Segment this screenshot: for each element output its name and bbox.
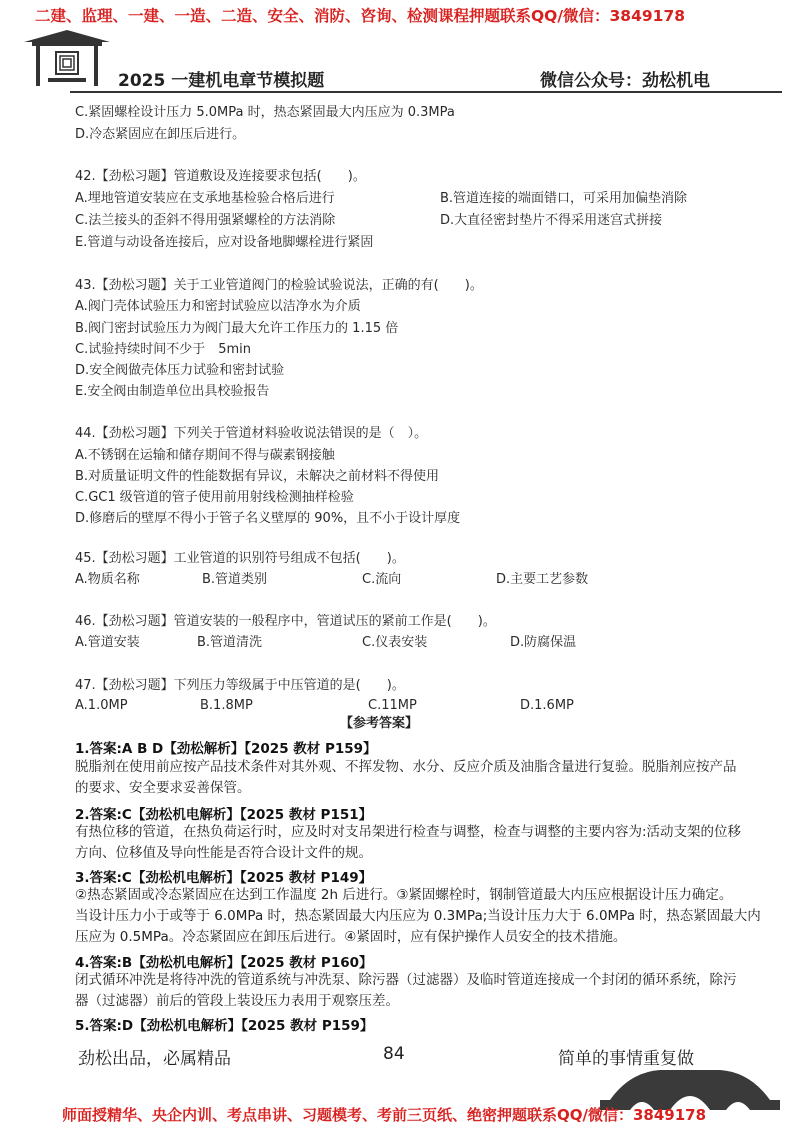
q44-stem: 44.【劲松习题】下列关于管道材料验收说法错误的是（ ）。 [75,426,428,441]
q45-stem: 45.【劲松习题】工业管道的识别符号组成不包括( )。 [75,551,405,566]
answer-2-heading: 2.答案:C【劲松机电解析】【2025 教材 P151】 [75,807,373,823]
answer-1-text: 的要求、安全要求妥善保管。 [75,780,251,796]
q43-stem: 43.【劲松习题】关于工业管道阀门的检验试验说法，正确的有( )。 [75,278,483,293]
q43-option-b: B.阀门密封试验压力为阀门最大允许工作压力的 1.15 倍 [75,321,399,336]
footer-slogan-left: 劲松出品，必属精品 [78,1049,231,1069]
option-line: D.冷态紧固应在卸压后进行。 [75,127,246,142]
answer-4-heading: 4.答案:B【劲松机电解析】【2025 教材 P160】 [75,955,373,971]
pavilion-logo-icon [22,28,112,90]
q47-stem: 47.【劲松习题】下列压力等级属于中压管道的是( )。 [75,678,405,693]
answer-1-text: 脱脂剂在使用前应按产品技术条件对其外观、不挥发物、水分、反应介质及油脂含量进行复验。脱脂剂应按产品 [75,759,737,775]
q47-option-d: D.1.6MP [520,698,574,713]
q42-option-d: D.大直径密封垫片不得采用迷宫式拼接 [440,213,663,228]
q42-stem: 42.【劲松习题】管道敷设及连接要求包括( )。 [75,169,366,184]
header-divider [70,91,782,93]
wechat-account: 微信公众号：劲松机电 [540,71,710,91]
q44-option-d: D.修磨后的壁厚不得小于管子名义壁厚的 90%，且不小于设计厚度 [75,511,461,526]
q47-option-c: C.11MP [368,698,417,713]
answer-3-text: ②热态紧固或冷态紧固应在达到工作温度 2h 后进行。③紧固螺栓时，钢制管道最大内压应根据设计压力确定。 [75,887,733,903]
q47-option-b: B.1.8MP [200,698,253,713]
q44-option-a: A.不锈钢在运输和储存期间不得与碳素钢接触 [75,448,335,463]
answer-1-heading: 1.答案:A B D【劲松解析】【2025 教材 P159】 [75,741,377,757]
q43-option-e: E.安全阀由制造单位出具校验报告 [75,384,270,399]
option-line: C.紧固螺栓设计压力 5.0MPa 时，热态紧固最大内压应为 0.3MPa [75,105,455,120]
q46-option-c: C.仪表安装 [362,635,428,650]
bottom-contact-banner: 师面授精华、央企内训、考点串讲、习题模考、考前三页纸、绝密押题联系QQ/微信：3849178 [62,1106,707,1124]
q42-option-a: A.埋地管道安装应在支承地基检验合格后进行 [75,191,335,206]
q47-option-a: A.1.0MP [75,698,128,713]
q46-option-a: A.管道安装 [75,635,140,650]
q46-option-d: D.防腐保温 [510,635,577,650]
q45-option-b: B.管道类别 [202,572,268,587]
answer-4-text: 闭式循环冲洗是将待冲洗的管道系统与冲洗泵、除污器（过滤器）及临时管道连接成一个封闭的循环系统，除污 [75,972,737,988]
q43-option-a: A.阀门壳体试验压力和密封试验应以洁净水为介质 [75,299,361,314]
q43-option-c: C.试验持续时间不少于 5min [75,342,251,357]
document-title: 2025 一建机电章节模拟题 [118,71,325,91]
answer-5-heading: 5.答案:D【劲松机电解析】【2025 教材 P159】 [75,1018,374,1034]
q42-option-c: C.法兰接头的歪斜不得用强紧螺栓的方法消除 [75,213,336,228]
q46-option-b: B.管道清洗 [197,635,263,650]
footer-slogan-right: 简单的事情重复做 [558,1049,694,1069]
answer-2-text: 方向、位移值及导向性能是否符合设计文件的规。 [75,845,372,861]
q42-option-b: B.管道连接的端面错口，可采用加偏垫消除 [440,191,688,206]
q45-option-c: C.流向 [362,572,402,587]
q46-stem: 46.【劲松习题】管道安装的一般程序中，管道试压的紧前工作是( )。 [75,614,496,629]
answer-2-text: 有热位移的管道，在热负荷运行时，应及时对支吊架进行检查与调整，检查与调整的主要内容为:活动支架的位移 [75,824,742,840]
top-contact-banner: 二建、监理、一建、一造、二造、安全、消防、咨询、检测课程押题联系QQ/微信：3849178 [35,7,686,25]
q44-option-b: B.对质量证明文件的性能数据有异议，未解决之前材料不得使用 [75,469,440,484]
q45-option-d: D.主要工艺参数 [496,572,589,587]
q42-option-e: E.管道与动设备连接后，应对设备地脚螺栓进行紧固 [75,235,374,250]
q44-option-c: C.GC1 级管道的管子使用前用射线检测抽样检验 [75,490,354,505]
answer-3-heading: 3.答案:C【劲松机电解析】【2025 教材 P149】 [75,870,373,886]
answer-3-text: 压应为 0.5MPa。冷态紧固应在卸压后进行。④紧固时，应有保护操作人员安全的技术措施。 [75,929,627,945]
answer-4-text: 器（过滤器）前后的管段上装设压力表用于观察压差。 [75,993,399,1009]
answer-3-text: 当设计压力小于或等于 6.0MPa 时，热态紧固最大内压应为 0.3MPa;当设计压力大于 6.0MPa 时，热态紧固最大内 [75,908,761,924]
q43-option-d: D.安全阀做壳体压力试验和密封试验 [75,363,285,378]
page-number: 84 [383,1044,405,1064]
q45-option-a: A.物质名称 [75,572,140,587]
answers-heading: 【参考答案】 [340,716,419,731]
